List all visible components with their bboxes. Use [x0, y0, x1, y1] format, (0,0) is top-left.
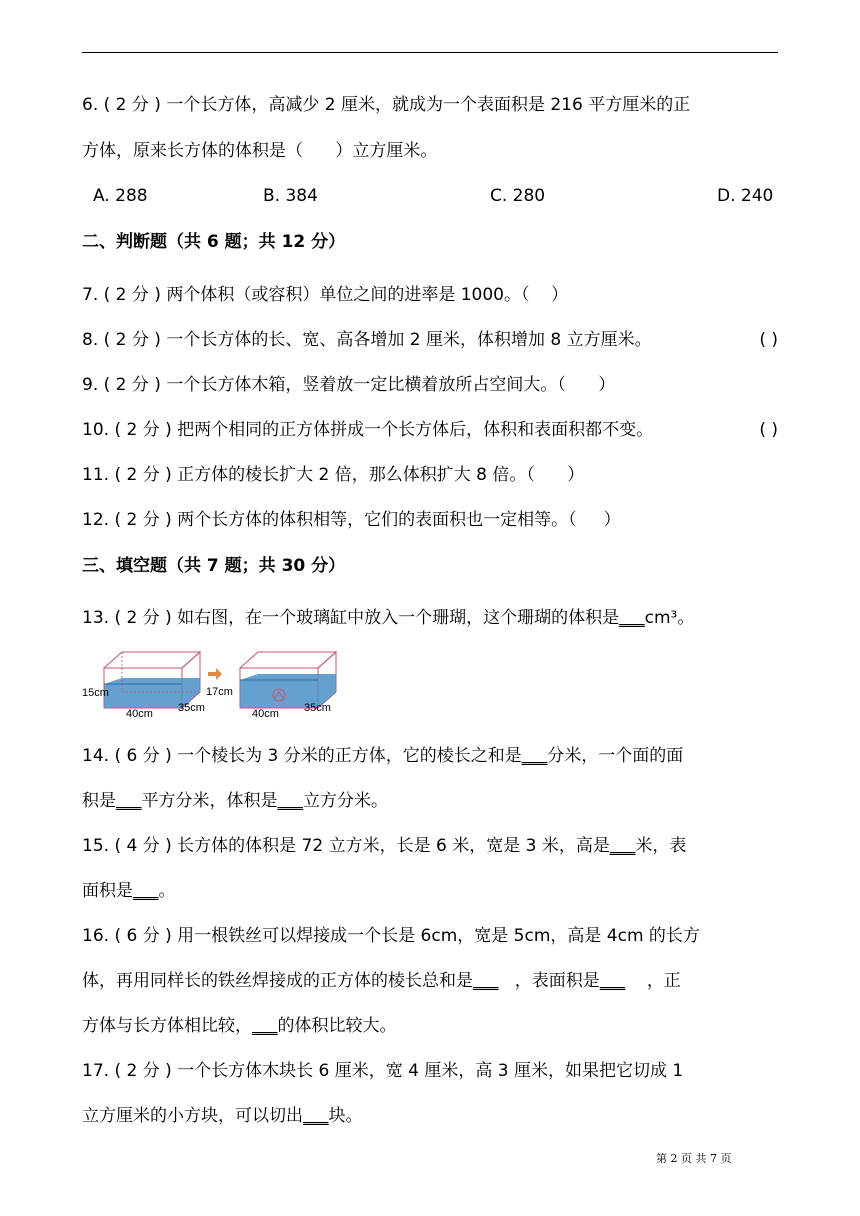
q15-blank1: ___ — [609, 836, 636, 856]
tank1-length-label: 40cm — [126, 708, 153, 720]
q17-blank1: ___ — [303, 1106, 329, 1126]
q16-line3: 方体与长方体相比较，___的体积比较大。 — [82, 1016, 397, 1036]
q16-blank1: ___ — [473, 971, 499, 991]
tank1-width-label: 35cm — [178, 702, 205, 714]
q14-line2: 积是___平方分米，体积是___立方分米。 — [82, 791, 388, 811]
q9-text: 9. ( 2 分 ) 一个长方体木箱，竖着放一定比横着放所占空间大。（ ） — [82, 375, 616, 395]
q10-paren: ( ) — [759, 420, 778, 440]
q6-option-a: A. 288 — [93, 186, 148, 206]
tank2-height-label: 17cm — [206, 686, 233, 698]
q16-blank3: ___ — [252, 1016, 278, 1036]
q6-option-d: D. 240 — [717, 186, 774, 206]
tank2-width-label: 35cm — [304, 702, 331, 714]
header-rule — [82, 52, 778, 53]
q8-text: 8. ( 2 分 ) 一个长方体的长、宽、高各增加 2 厘米，体积增加 8 立方厘米。 — [82, 330, 652, 350]
q17-line1: 17. ( 2 分 ) 一个长方体木块长 6 厘米，宽 4 厘米，高 3 厘米，如果把它切成 1 — [82, 1061, 684, 1081]
q11-text: 11. ( 2 分 ) 正方体的棱长扩大 2 倍，那么体积扩大 8 倍。（ ） — [82, 465, 585, 485]
q6-option-b: B. 384 — [263, 186, 318, 206]
q16-line1: 16. ( 6 分 ) 用一根铁丝可以焊接成一个长是 6cm，宽是 5cm，高是 4cm 的长方 — [82, 926, 700, 946]
q15-blank2: ___ — [133, 881, 159, 901]
q16-line2: 体，再用同样长的铁丝焊接成的正方体的棱长总和是___ ，表面积是___ ，正 — [82, 971, 681, 991]
q14-line1: 14. ( 6 分 ) 一个棱长为 3 分米的正方体，它的棱长之和是___分米，一个面的面 — [82, 746, 684, 766]
section-title-fill: 三、填空题（共 7 题；共 30 分） — [82, 556, 346, 576]
q14-blank2: ___ — [116, 791, 142, 811]
tank2-length-label: 40cm — [252, 708, 279, 720]
q16-blank2: ___ — [599, 971, 626, 991]
q17-line2: 立方厘米的小方块，可以切出___块。 — [82, 1106, 363, 1126]
q14-blank3: ___ — [277, 791, 303, 811]
page-footer: 第 2 页 共 7 页 — [656, 1152, 732, 1165]
q13-blank: ___ — [619, 608, 645, 628]
q6-line2: 方体，原来长方体的体积是（ ）立方厘米。 — [82, 141, 438, 161]
q12-text: 12. ( 2 分 ) 两个长方体的体积相等，它们的表面积也一定相等。（ ） — [82, 510, 621, 530]
tank-after — [206, 652, 336, 720]
q8-paren: ( ) — [759, 330, 778, 350]
q14-blank1: ___ — [521, 746, 548, 766]
q6-option-c: C. 280 — [490, 186, 546, 206]
tank1-height-label: 15cm — [82, 687, 109, 699]
q10-text: 10. ( 2 分 ) 把两个相同的正方体拼成一个长方体后，体积和表面积都不变。 — [82, 420, 654, 440]
q13-tank-figure — [82, 640, 342, 720]
section-title-judge: 二、判断题（共 6 题；共 12 分） — [82, 232, 346, 252]
q7-text: 7. ( 2 分 ) 两个体积（或容积）单位之间的进率是 1000。（ ） — [82, 285, 569, 305]
arrow-icon — [208, 668, 222, 680]
q15-line1: 15. ( 4 分 ) 长方体的体积是 72 立方米，长是 6 米，宽是 3 米，高是___米，表 — [82, 836, 687, 856]
q15-line2: 面积是___。 — [82, 881, 176, 901]
q6-line1: 6. ( 2 分 ) 一个长方体，高减少 2 厘米，就成为一个表面积是 216 平方厘米的正 — [82, 95, 691, 115]
q13-text: 13. ( 2 分 ) 如右图，在一个玻璃缸中放入一个珊瑚，这个珊瑚的体积是___cm³。 — [82, 608, 695, 628]
tank-before — [82, 652, 205, 720]
